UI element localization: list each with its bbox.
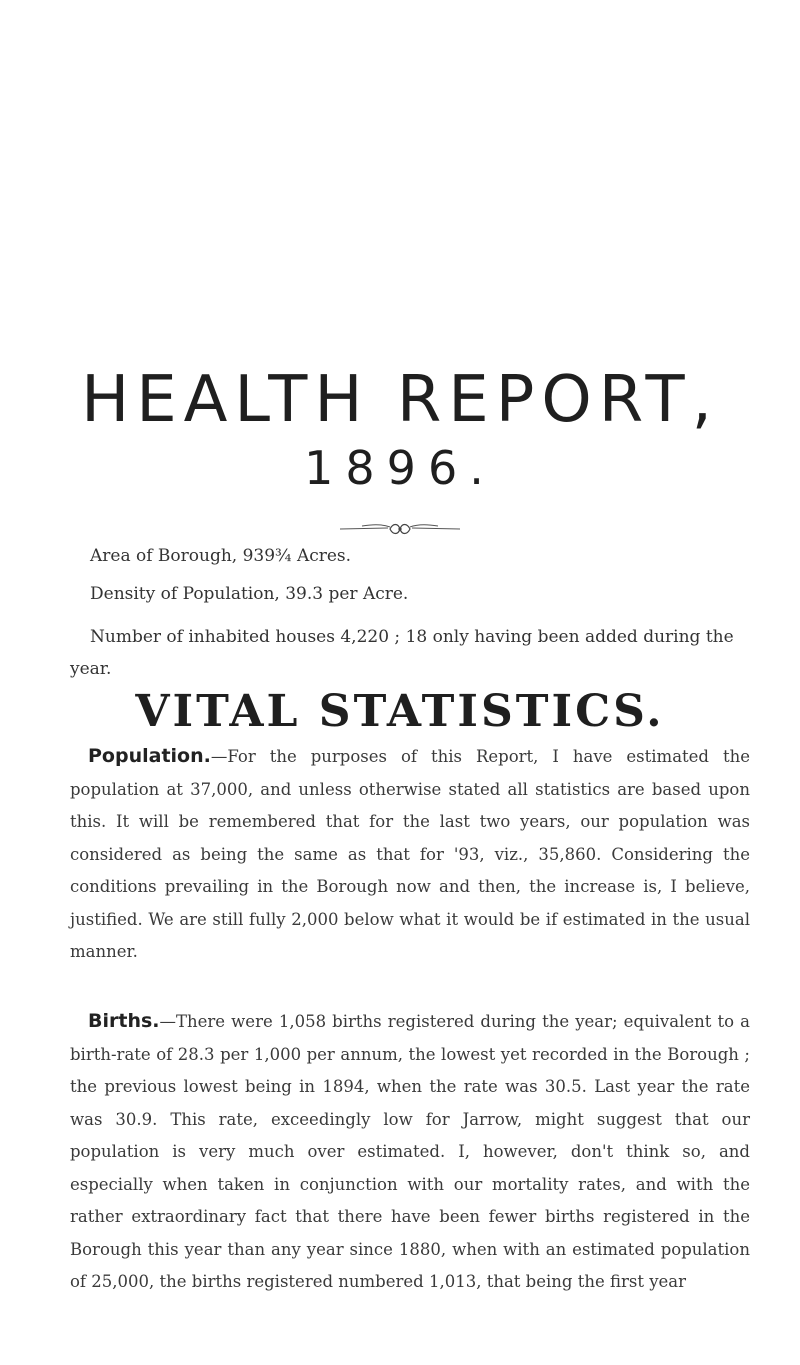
inhabited-houses: Number of inhabited houses 4,220 ; 18 only having been added during the year.: [70, 627, 734, 679]
borough-area: Area of Borough, 939¾ Acres.: [90, 546, 352, 566]
ornament-divider: [340, 520, 460, 538]
report-title: HEALTH REPORT,: [81, 363, 719, 437]
population-lead: Population.: [88, 745, 211, 767]
population-paragraph: [70, 740, 750, 969]
population-density: Density of Population, 39.3 per Acre.: [90, 584, 409, 604]
births-paragraph: [70, 1005, 750, 1299]
births-lead: Births.: [88, 1010, 160, 1032]
population-text: —For the purposes of this Report, I have estimated the population at 37,000, and unless otherwise stated all statistics are based upon this. It will be remembered that for the last two years, our population was considered as being the same as that for '93, viz., 35,860. Considering the conditions prevailing in the Borough now and then, the increase is, I believe, justified. We are still fully 2,000 below what it would be if estimated in the usual manner.: [70, 747, 750, 961]
report-year: 1896.: [304, 441, 496, 495]
births-text: —There were 1,058 births registered during the year; equivalent to a birth-rate of 28.3 per 1,000 per annum, the lowest yet recorded in the Borough ; the previous lowest being in 1894, when the rate was 30.5. Last year the rate was 30.9. This rate, exceedingly low for Jarrow, might suggest that our population is very much over estimated. I, however, don't think so, and especially when taken in conjunction with our mortality rates, and with the rather extraordinary fact that there have been fewer births registered in the Borough this year than any year since 1880, when with an estimated population of 25,000, the births registered numbered 1,013, that being the first year: [70, 1012, 750, 1291]
section-heading: VITAL STATISTICS.: [135, 686, 665, 737]
